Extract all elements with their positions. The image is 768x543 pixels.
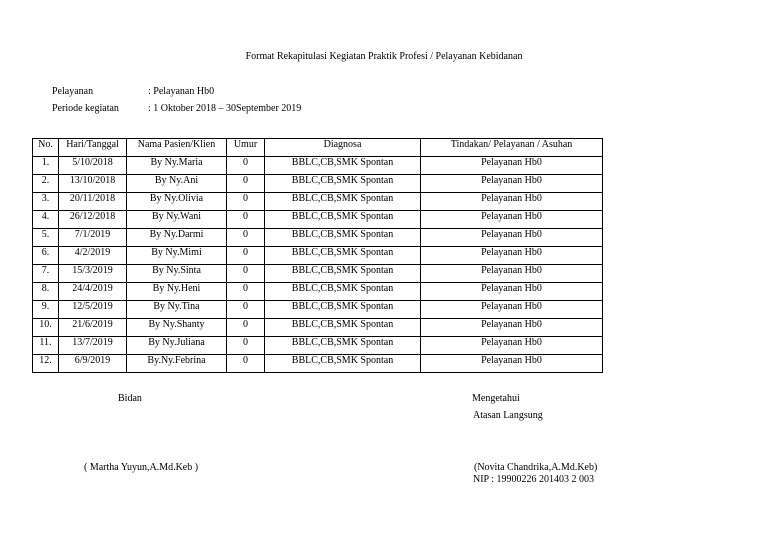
cell-patient: By Ny.Juliana <box>127 337 227 355</box>
cell-diagnosis: BBLC,CB,SMK Spontan <box>265 211 421 229</box>
cell-age: 0 <box>227 265 265 283</box>
cell-action: Pelayanan Hb0 <box>421 193 603 211</box>
cell-no: 11. <box>33 337 59 355</box>
cell-date: 15/3/2019 <box>59 265 127 283</box>
cell-no: 10. <box>33 319 59 337</box>
cell-date: 21/6/2019 <box>59 319 127 337</box>
table-row <box>33 301 603 319</box>
cell-date: 12/5/2019 <box>59 301 127 319</box>
cell-action: Pelayanan Hb0 <box>421 157 603 175</box>
cell-patient: By Ny.Wani <box>127 211 227 229</box>
table-row <box>33 283 603 301</box>
cell-action: Pelayanan Hb0 <box>421 211 603 229</box>
header-age: Umur <box>227 139 265 157</box>
cell-no: 1. <box>33 157 59 175</box>
header-action: Tindakan/ Pelayanan / Asuhan <box>421 139 603 157</box>
table-row <box>33 193 603 211</box>
cell-patient: By Ny.Shanty <box>127 319 227 337</box>
cell-action: Pelayanan Hb0 <box>421 283 603 301</box>
cell-diagnosis: BBLC,CB,SMK Spontan <box>265 175 421 193</box>
cell-age: 0 <box>227 337 265 355</box>
cell-date: 13/7/2019 <box>59 337 127 355</box>
cell-no: 9. <box>33 301 59 319</box>
cell-diagnosis: BBLC,CB,SMK Spontan <box>265 283 421 301</box>
cell-action: Pelayanan Hb0 <box>421 265 603 283</box>
cell-date: 7/1/2019 <box>59 229 127 247</box>
meta-label-periode: Periode kegiatan <box>52 103 119 114</box>
cell-date: 6/9/2019 <box>59 355 127 373</box>
cell-age: 0 <box>227 247 265 265</box>
cell-diagnosis: BBLC,CB,SMK Spontan <box>265 319 421 337</box>
cell-diagnosis: BBLC,CB,SMK Spontan <box>265 265 421 283</box>
cell-age: 0 <box>227 211 265 229</box>
document-title: Format Rekapitulasi Kegiatan Praktik Profesi / Pelayanan Kebidanan <box>245 51 523 62</box>
right-signature-subrole: Atasan Langsung <box>473 410 543 421</box>
cell-no: 3. <box>33 193 59 211</box>
left-signature-role: Bidan <box>118 393 142 404</box>
cell-diagnosis: BBLC,CB,SMK Spontan <box>265 193 421 211</box>
left-signature-name: ( Martha Yuyun,A.Md.Keb ) <box>84 462 199 473</box>
cell-date: 26/12/2018 <box>59 211 127 229</box>
cell-patient: By Ny.Mimi <box>127 247 227 265</box>
meta-value-periode: : 1 Oktober 2018 – 30September 2019 <box>148 103 302 114</box>
cell-patient: By Ny.Ani <box>127 175 227 193</box>
cell-date: 13/10/2018 <box>59 175 127 193</box>
cell-action: Pelayanan Hb0 <box>421 337 603 355</box>
cell-patient: By Ny.Tina <box>127 301 227 319</box>
recap-table <box>32 138 603 373</box>
cell-age: 0 <box>227 301 265 319</box>
cell-patient: By Ny.Heni <box>127 283 227 301</box>
cell-no: 6. <box>33 247 59 265</box>
table-row <box>33 355 603 373</box>
header-date: Hari/Tanggal <box>59 139 127 157</box>
table-row <box>33 211 603 229</box>
table-header-row <box>33 139 603 157</box>
cell-no: 12. <box>33 355 59 373</box>
header-no: No. <box>33 139 59 157</box>
cell-patient: By Ny.Maria <box>127 157 227 175</box>
cell-date: 5/10/2018 <box>59 157 127 175</box>
cell-age: 0 <box>227 355 265 373</box>
right-signature-nip: NIP : 19900226 201403 2 003 <box>473 474 595 485</box>
cell-action: Pelayanan Hb0 <box>421 301 603 319</box>
table-row <box>33 157 603 175</box>
table-row <box>33 265 603 283</box>
cell-age: 0 <box>227 193 265 211</box>
table-row <box>33 229 603 247</box>
cell-age: 0 <box>227 229 265 247</box>
cell-diagnosis: BBLC,CB,SMK Spontan <box>265 301 421 319</box>
cell-patient: By Ny.Sinta <box>127 265 227 283</box>
cell-action: Pelayanan Hb0 <box>421 247 603 265</box>
cell-action: Pelayanan Hb0 <box>421 319 603 337</box>
cell-age: 0 <box>227 283 265 301</box>
cell-action: Pelayanan Hb0 <box>421 229 603 247</box>
table-row <box>33 319 603 337</box>
cell-date: 20/11/2018 <box>59 193 127 211</box>
cell-age: 0 <box>227 175 265 193</box>
meta-label-pelayanan: Pelayanan <box>52 86 94 97</box>
cell-diagnosis: BBLC,CB,SMK Spontan <box>265 337 421 355</box>
cell-no: 7. <box>33 265 59 283</box>
cell-date: 24/4/2019 <box>59 283 127 301</box>
cell-no: 5. <box>33 229 59 247</box>
meta-value-pelayanan: : Pelayanan Hb0 <box>148 86 215 97</box>
cell-diagnosis: BBLC,CB,SMK Spontan <box>265 157 421 175</box>
cell-diagnosis: BBLC,CB,SMK Spontan <box>265 355 421 373</box>
cell-date: 4/2/2019 <box>59 247 127 265</box>
header-diagnosis: Diagnosa <box>265 139 421 157</box>
cell-no: 4. <box>33 211 59 229</box>
cell-patient: By.Ny.Febrina <box>127 355 227 373</box>
cell-age: 0 <box>227 319 265 337</box>
cell-diagnosis: BBLC,CB,SMK Spontan <box>265 247 421 265</box>
header-patient: Nama Pasien/Klien <box>127 139 227 157</box>
cell-no: 2. <box>33 175 59 193</box>
table-row <box>33 175 603 193</box>
cell-diagnosis: BBLC,CB,SMK Spontan <box>265 229 421 247</box>
cell-age: 0 <box>227 157 265 175</box>
right-signature-role: Mengetahui <box>472 393 520 404</box>
cell-action: Pelayanan Hb0 <box>421 355 603 373</box>
cell-no: 8. <box>33 283 59 301</box>
right-signature-name: (Novita Chandrika,A.Md.Keb) <box>474 462 598 473</box>
cell-patient: By Ny.Olivia <box>127 193 227 211</box>
cell-action: Pelayanan Hb0 <box>421 175 603 193</box>
table-row <box>33 247 603 265</box>
cell-patient: By Ny.Darmi <box>127 229 227 247</box>
table-row <box>33 337 603 355</box>
